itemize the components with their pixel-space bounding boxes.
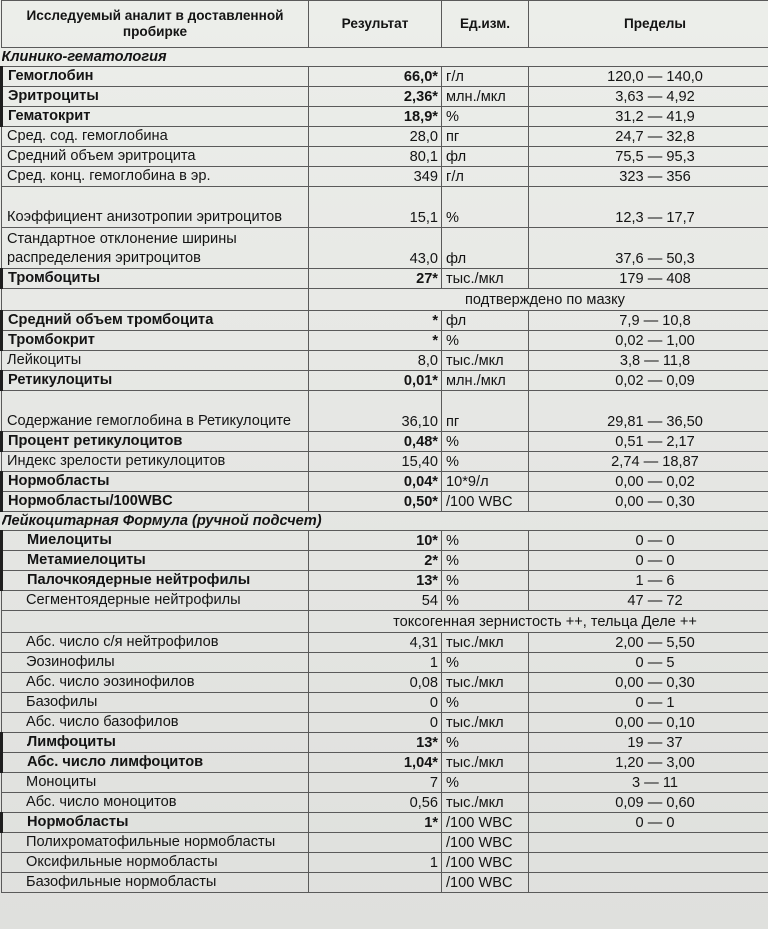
result-value: * <box>309 331 442 351</box>
analyte-name: Тромбоциты <box>2 269 309 289</box>
result-row <box>2 331 768 351</box>
result-value: 43,0 <box>309 228 442 269</box>
unit-value: % <box>442 693 529 713</box>
result-row <box>2 187 768 228</box>
result-row <box>2 833 768 853</box>
analyte-name: Средний объем эритроцита <box>2 147 309 167</box>
result-value: 0,50* <box>309 492 442 512</box>
result-row <box>2 147 768 167</box>
result-row <box>2 531 768 551</box>
analyte-name: Процент ретикулоцитов <box>2 432 309 452</box>
result-row <box>2 733 768 753</box>
result-value: 2,36* <box>309 87 442 107</box>
result-value <box>309 833 442 853</box>
unit-value: % <box>442 773 529 793</box>
result-value: 28,0 <box>309 127 442 147</box>
unit-value: /100 WBC <box>442 853 529 873</box>
note-text: подтверждено по мазку <box>309 289 768 311</box>
result-value: 10* <box>309 531 442 551</box>
result-row <box>2 452 768 472</box>
section-header <box>2 48 768 67</box>
reference-range: 0 — 0 <box>529 531 768 551</box>
reference-range: 2,00 — 5,50 <box>529 633 768 653</box>
unit-value: % <box>442 531 529 551</box>
analyte-name: Абс. число базофилов <box>2 713 309 733</box>
analyte-name: Лимфоциты <box>2 733 309 753</box>
analyte-name: Нормобласты <box>2 472 309 492</box>
result-row <box>2 591 768 611</box>
reference-range: 3,63 — 4,92 <box>529 87 768 107</box>
result-value: 0 <box>309 693 442 713</box>
result-value: 0,04* <box>309 472 442 492</box>
reference-range: 0 — 5 <box>529 653 768 673</box>
analyte-name: Абс. число эозинофилов <box>2 673 309 693</box>
result-row <box>2 107 768 127</box>
unit-value: % <box>442 653 529 673</box>
reference-range: 12,3 — 17,7 <box>529 187 768 228</box>
result-row <box>2 87 768 107</box>
unit-value: млн./мкл <box>442 371 529 391</box>
result-row <box>2 813 768 833</box>
analyte-name: Сред. сод. гемоглобина <box>2 127 309 147</box>
unit-value: млн./мкл <box>442 87 529 107</box>
table-header-row <box>2 1 768 48</box>
note-row <box>2 611 768 633</box>
reference-range: 29,81 — 36,50 <box>529 391 768 432</box>
result-value: 4,31 <box>309 633 442 653</box>
result-row <box>2 167 768 187</box>
analyte-name: Абс. число лимфоцитов <box>2 753 309 773</box>
analyte-name: Тромбокрит <box>2 331 309 351</box>
section-header <box>2 512 768 531</box>
reference-range: 75,5 — 95,3 <box>529 147 768 167</box>
result-value: 54 <box>309 591 442 611</box>
analyte-name: Абс. число моноцитов <box>2 793 309 813</box>
result-value: 2* <box>309 551 442 571</box>
header-result: Результат <box>309 1 442 48</box>
analyte-name: Эозинофилы <box>2 653 309 673</box>
result-value: 80,1 <box>309 147 442 167</box>
reference-range: 179 — 408 <box>529 269 768 289</box>
result-row <box>2 127 768 147</box>
result-value: 0,01* <box>309 371 442 391</box>
result-value <box>309 873 442 893</box>
result-row <box>2 633 768 653</box>
section-title: Лейкоцитарная Формула (ручной подсчет) <box>2 512 768 531</box>
reference-range: 323 — 356 <box>529 167 768 187</box>
unit-value: тыс./мкл <box>442 269 529 289</box>
note-text: токсогенная зернистость ++, тельца Деле ++ <box>309 611 768 633</box>
analyte-name: Гемоглобин <box>2 67 309 87</box>
result-row <box>2 371 768 391</box>
header-analyte: Исследуемый аналит в доставленной пробирке <box>2 1 309 48</box>
result-value: 0,56 <box>309 793 442 813</box>
unit-value: /100 WBC <box>442 873 529 893</box>
analyte-name: Нормобласты <box>2 813 309 833</box>
analyte-name: Сред. конц. гемоглобина в эр. <box>2 167 309 187</box>
analyte-name: Базофильные нормобласты <box>2 873 309 893</box>
analyte-name: Нормобласты/100WBC <box>2 492 309 512</box>
unit-value: % <box>442 187 529 228</box>
result-value: 13* <box>309 733 442 753</box>
analyte-name: Стандартное отклонение ширины распределения эритроцитов <box>2 228 309 269</box>
reference-range: 0,00 — 0,30 <box>529 492 768 512</box>
analyte-name: Коэффициент анизотропии эритроцитов <box>2 187 309 228</box>
note-row <box>2 289 768 311</box>
result-row <box>2 551 768 571</box>
reference-range: 31,2 — 41,9 <box>529 107 768 127</box>
result-row <box>2 753 768 773</box>
unit-value: фл <box>442 228 529 269</box>
reference-range: 47 — 72 <box>529 591 768 611</box>
result-value: 0,48* <box>309 432 442 452</box>
reference-range: 2,74 — 18,87 <box>529 452 768 472</box>
unit-value: /100 WBC <box>442 813 529 833</box>
reference-range: 0,00 — 0,02 <box>529 472 768 492</box>
unit-value: % <box>442 452 529 472</box>
result-row <box>2 653 768 673</box>
result-row <box>2 351 768 371</box>
unit-value: фл <box>442 147 529 167</box>
reference-range <box>529 833 768 853</box>
note-blank-cell <box>2 289 309 311</box>
unit-value: % <box>442 331 529 351</box>
unit-value: пг <box>442 391 529 432</box>
reference-range: 0,09 — 0,60 <box>529 793 768 813</box>
header-range: Пределы <box>529 1 768 48</box>
reference-range: 0,00 — 0,30 <box>529 673 768 693</box>
result-value: 15,1 <box>309 187 442 228</box>
reference-range: 0,02 — 1,00 <box>529 331 768 351</box>
section-title: Клинико-гематология <box>2 48 768 67</box>
result-value: 0 <box>309 713 442 733</box>
reference-range <box>529 873 768 893</box>
analyte-name: Сегментоядерные нейтрофилы <box>2 591 309 611</box>
result-row <box>2 269 768 289</box>
unit-value: % <box>442 551 529 571</box>
result-row <box>2 693 768 713</box>
analyte-name: Палочкоядерные нейтрофилы <box>2 571 309 591</box>
result-value: 36,10 <box>309 391 442 432</box>
analyte-name: Лейкоциты <box>2 351 309 371</box>
result-value: 15,40 <box>309 452 442 472</box>
reference-range: 0,02 — 0,09 <box>529 371 768 391</box>
analyte-name: Моноциты <box>2 773 309 793</box>
result-value: 18,9* <box>309 107 442 127</box>
result-value: 0,08 <box>309 673 442 693</box>
analyte-name: Абс. число с/я нейтрофилов <box>2 633 309 653</box>
result-row <box>2 67 768 87</box>
reference-range <box>529 853 768 873</box>
unit-value: % <box>442 571 529 591</box>
result-row <box>2 311 768 331</box>
result-value: * <box>309 311 442 331</box>
note-blank-cell <box>2 611 309 633</box>
analyte-name: Эритроциты <box>2 87 309 107</box>
analyte-name: Содержание гемоглобина в Ретикулоците <box>2 391 309 432</box>
unit-value: тыс./мкл <box>442 673 529 693</box>
reference-range: 24,7 — 32,8 <box>529 127 768 147</box>
reference-range: 1 — 6 <box>529 571 768 591</box>
unit-value: пг <box>442 127 529 147</box>
reference-range: 37,6 — 50,3 <box>529 228 768 269</box>
reference-range: 7,9 — 10,8 <box>529 311 768 331</box>
analyte-name: Миелоциты <box>2 531 309 551</box>
result-value: 1 <box>309 653 442 673</box>
reference-range: 0,00 — 0,10 <box>529 713 768 733</box>
result-row <box>2 713 768 733</box>
unit-value: /100 WBC <box>442 833 529 853</box>
result-value: 8,0 <box>309 351 442 371</box>
unit-value: тыс./мкл <box>442 713 529 733</box>
reference-range: 120,0 — 140,0 <box>529 67 768 87</box>
unit-value: г/л <box>442 67 529 87</box>
reference-range: 19 — 37 <box>529 733 768 753</box>
result-value: 1* <box>309 813 442 833</box>
analyte-name: Оксифильные нормобласты <box>2 853 309 873</box>
reference-range: 3,8 — 11,8 <box>529 351 768 371</box>
reference-range: 1,20 — 3,00 <box>529 753 768 773</box>
analyte-name: Полихроматофильные нормобласты <box>2 833 309 853</box>
unit-value: 10*9/л <box>442 472 529 492</box>
unit-value: фл <box>442 311 529 331</box>
result-row <box>2 853 768 873</box>
result-value: 1,04* <box>309 753 442 773</box>
unit-value: тыс./мкл <box>442 351 529 371</box>
unit-value: % <box>442 432 529 452</box>
reference-range: 0 — 0 <box>529 813 768 833</box>
result-row <box>2 228 768 269</box>
result-row <box>2 432 768 452</box>
reference-range: 3 — 11 <box>529 773 768 793</box>
result-value: 27* <box>309 269 442 289</box>
result-row <box>2 571 768 591</box>
result-value: 7 <box>309 773 442 793</box>
result-row <box>2 773 768 793</box>
result-row <box>2 873 768 893</box>
result-value: 66,0* <box>309 67 442 87</box>
analyte-name: Средний объем тромбоцита <box>2 311 309 331</box>
result-row <box>2 472 768 492</box>
reference-range: 0,51 — 2,17 <box>529 432 768 452</box>
result-value: 1 <box>309 853 442 873</box>
result-row <box>2 492 768 512</box>
result-row <box>2 793 768 813</box>
analyte-name: Метамиелоциты <box>2 551 309 571</box>
result-value: 349 <box>309 167 442 187</box>
analyte-name: Индекс зрелости ретикулоцитов <box>2 452 309 472</box>
unit-value: тыс./мкл <box>442 753 529 773</box>
analyte-name: Базофилы <box>2 693 309 713</box>
unit-value: тыс./мкл <box>442 633 529 653</box>
unit-value: г/л <box>442 167 529 187</box>
analyte-name: Ретикулоциты <box>2 371 309 391</box>
reference-range: 0 — 1 <box>529 693 768 713</box>
unit-value: тыс./мкл <box>442 793 529 813</box>
result-value: 13* <box>309 571 442 591</box>
unit-value: /100 WBC <box>442 492 529 512</box>
unit-value: % <box>442 733 529 753</box>
result-row <box>2 673 768 693</box>
unit-value: % <box>442 591 529 611</box>
analyte-name: Гематокрит <box>2 107 309 127</box>
reference-range: 0 — 0 <box>529 551 768 571</box>
result-row <box>2 391 768 432</box>
header-unit: Ед.изм. <box>442 1 529 48</box>
unit-value: % <box>442 107 529 127</box>
